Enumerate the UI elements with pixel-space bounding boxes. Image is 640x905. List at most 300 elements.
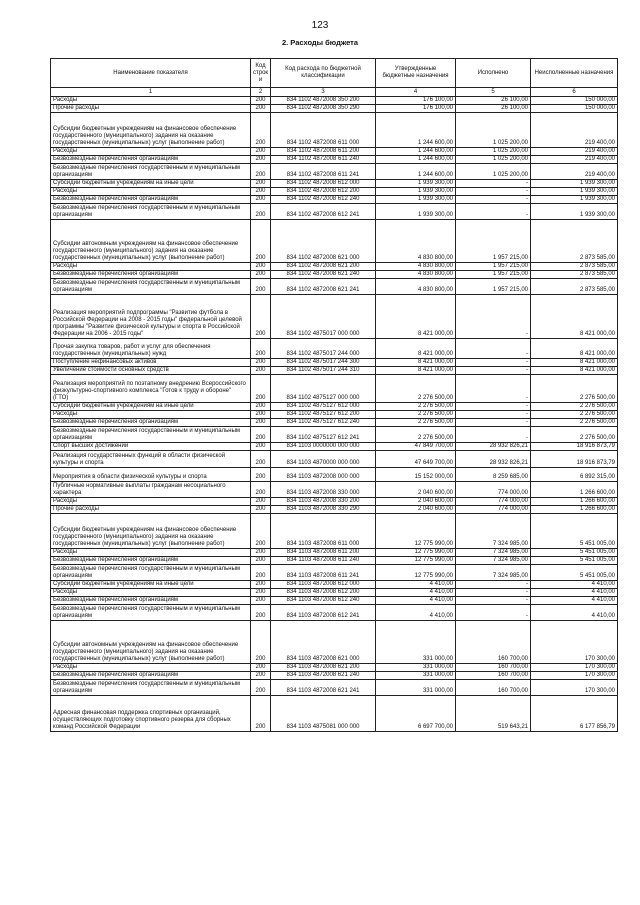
row-code-cell: 200: [251, 419, 271, 427]
row-name-cell: Безвозмездные перечисления государственным и муниципальным организациям: [51, 680, 251, 696]
row-unexecuted-cell: 4 410,00: [531, 597, 618, 605]
row-code-cell: 200: [251, 263, 271, 271]
column-number: 3: [271, 88, 376, 97]
budget-expenses-table: [50, 58, 618, 732]
row-approved-cell: 176 100,00: [376, 105, 456, 113]
row-approved-cell: 2 276 500,00: [376, 427, 456, 443]
header-executed: Исполнено: [456, 59, 531, 88]
row-name-cell: Безвозмездные перечисления государственным и муниципальным организациям: [51, 565, 251, 581]
row-code-cell: 200: [251, 514, 271, 549]
row-approved-cell: 47 849 700,00: [376, 443, 456, 451]
page-number: 123: [311, 20, 329, 31]
row-code-cell: 200: [251, 411, 271, 419]
row-code-cell: 200: [251, 506, 271, 514]
table-row: [51, 664, 618, 672]
row-unexecuted-cell: 2 276 500,00: [531, 375, 618, 403]
row-unexecuted-cell: 150 000,00: [531, 105, 618, 113]
row-kbk-cell: 834 1103 4872008 330 200: [271, 498, 376, 506]
row-approved-cell: 15 152 000,00: [376, 468, 456, 482]
row-code-cell: 200: [251, 403, 271, 411]
row-approved-cell: 2 276 500,00: [376, 375, 456, 403]
row-unexecuted-cell: 2 873 585,00: [531, 271, 618, 279]
row-kbk-cell: 834 1103 4872008 611 241: [271, 565, 376, 581]
row-approved-cell: 176 100,00: [376, 97, 456, 105]
row-code-cell: 200: [251, 427, 271, 443]
row-kbk-cell: 834 1103 4872008 621 241: [271, 680, 376, 696]
row-approved-cell: 331 000,00: [376, 621, 456, 664]
row-executed-cell: 8 259 685,00: [456, 468, 531, 482]
row-name-cell: Прочая закупка товаров, работ и услуг для обеспечения государственных (муниципальных) нужд: [51, 339, 251, 359]
row-kbk-cell: 834 1102 4875127 612 200: [271, 411, 376, 419]
row-unexecuted-cell: 4 410,00: [531, 581, 618, 589]
row-approved-cell: 2 040 600,00: [376, 482, 456, 498]
row-approved-cell: 4 830 800,00: [376, 263, 456, 271]
row-approved-cell: 8 421 000,00: [376, 339, 456, 359]
row-executed-cell: 1 025 200,00: [456, 113, 531, 148]
row-name-cell: Расходы: [51, 498, 251, 506]
row-executed-cell: -: [456, 419, 531, 427]
table-row: [51, 367, 618, 375]
row-approved-cell: 331 000,00: [376, 664, 456, 672]
row-code-cell: 200: [251, 113, 271, 148]
row-unexecuted-cell: 2 276 500,00: [531, 411, 618, 419]
row-code-cell: 200: [251, 359, 271, 367]
row-code-cell: 200: [251, 196, 271, 204]
row-name-cell: Спорт высших достижений: [51, 443, 251, 451]
row-approved-cell: 4 830 800,00: [376, 279, 456, 295]
row-approved-cell: 4 830 800,00: [376, 220, 456, 263]
column-number-row: [51, 88, 618, 97]
row-kbk-cell: 834 1102 4872008 611 241: [271, 164, 376, 180]
row-approved-cell: 12 775 990,00: [376, 565, 456, 581]
row-unexecuted-cell: 2 873 585,00: [531, 220, 618, 263]
row-unexecuted-cell: 170 300,00: [531, 680, 618, 696]
row-unexecuted-cell: 8 421 000,00: [531, 359, 618, 367]
table-row: [51, 482, 618, 498]
row-name-cell: Безвозмездные перечисления организациям: [51, 597, 251, 605]
row-executed-cell: -: [456, 204, 531, 220]
row-executed-cell: 160 700,00: [456, 680, 531, 696]
row-code-cell: 200: [251, 557, 271, 565]
row-code-cell: 200: [251, 279, 271, 295]
row-unexecuted-cell: 219 400,00: [531, 156, 618, 164]
row-code-cell: 200: [251, 188, 271, 196]
row-executed-cell: 774 000,00: [456, 506, 531, 514]
row-code-cell: 200: [251, 180, 271, 188]
table-row: [51, 443, 618, 451]
row-executed-cell: 160 700,00: [456, 621, 531, 664]
row-code-cell: 200: [251, 375, 271, 403]
row-unexecuted-cell: 2 873 585,00: [531, 279, 618, 295]
row-name-cell: Расходы: [51, 97, 251, 105]
table-row: [51, 375, 618, 403]
table-row: [51, 589, 618, 597]
row-kbk-cell: 834 1103 4872008 612 000: [271, 581, 376, 589]
row-executed-cell: 7 324 985,00: [456, 557, 531, 565]
row-executed-cell: -: [456, 411, 531, 419]
row-code-cell: 200: [251, 482, 271, 498]
row-code-cell: 200: [251, 680, 271, 696]
row-approved-cell: 2 276 500,00: [376, 411, 456, 419]
row-unexecuted-cell: 150 000,00: [531, 97, 618, 105]
table-row: [51, 295, 618, 339]
table-header-row: [51, 59, 618, 88]
row-unexecuted-cell: 1 939 300,00: [531, 180, 618, 188]
row-name-cell: Безвозмездные перечисления организациям: [51, 156, 251, 164]
row-executed-cell: 519 643,21: [456, 696, 531, 732]
header-kbk: Код расхода по бюджетной классификации: [271, 59, 376, 88]
row-unexecuted-cell: 1 939 300,00: [531, 188, 618, 196]
row-executed-cell: 1 957 215,00: [456, 271, 531, 279]
row-unexecuted-cell: 170 300,00: [531, 664, 618, 672]
table-row: [51, 196, 618, 204]
row-approved-cell: 331 000,00: [376, 680, 456, 696]
row-kbk-cell: 834 1103 4872008 611 000: [271, 514, 376, 549]
row-code-cell: 200: [251, 696, 271, 732]
row-kbk-cell: 834 1103 4872008 612 200: [271, 589, 376, 597]
row-executed-cell: -: [456, 196, 531, 204]
row-kbk-cell: 834 1102 4872008 612 241: [271, 204, 376, 220]
row-executed-cell: 1 025 200,00: [456, 148, 531, 156]
row-unexecuted-cell: 1 266 600,00: [531, 498, 618, 506]
row-name-cell: Расходы: [51, 263, 251, 271]
row-name-cell: Расходы: [51, 188, 251, 196]
row-approved-cell: 4 410,00: [376, 597, 456, 605]
table-row: [51, 105, 618, 113]
row-approved-cell: 4 410,00: [376, 589, 456, 597]
row-code-cell: 200: [251, 97, 271, 105]
row-name-cell: Адресная финансовая поддержка спортивных организаций, осуществляющих подготовку спортивного резерва для сборных команд Российской Федерации: [51, 696, 251, 732]
table-row: [51, 506, 618, 514]
table-row: [51, 188, 618, 196]
table-row: [51, 597, 618, 605]
row-kbk-cell: 834 1103 4872008 330 000: [271, 482, 376, 498]
row-code-cell: 200: [251, 451, 271, 468]
row-name-cell: Поступление нефинансовых активов: [51, 359, 251, 367]
column-number: 6: [531, 88, 618, 97]
row-name-cell: Расходы: [51, 549, 251, 557]
row-executed-cell: -: [456, 367, 531, 375]
row-kbk-cell: 834 1102 4872008 621 240: [271, 271, 376, 279]
row-name-cell: Безвозмездные перечисления государственным и муниципальным организациям: [51, 427, 251, 443]
row-executed-cell: 1 025 200,00: [456, 156, 531, 164]
column-number: 1: [51, 88, 251, 97]
row-unexecuted-cell: 5 451 005,00: [531, 565, 618, 581]
row-approved-cell: 12 775 990,00: [376, 549, 456, 557]
table-row: [51, 97, 618, 105]
row-unexecuted-cell: 18 916 873,79: [531, 451, 618, 468]
row-name-cell: Прочие расходы: [51, 105, 251, 113]
table-row: [51, 498, 618, 506]
row-code-cell: 200: [251, 672, 271, 680]
row-name-cell: Безвозмездные перечисления государственным и муниципальным организациям: [51, 204, 251, 220]
row-approved-cell: 1 939 300,00: [376, 180, 456, 188]
row-approved-cell: 4 830 800,00: [376, 271, 456, 279]
row-unexecuted-cell: 5 451 005,00: [531, 557, 618, 565]
row-code-cell: 200: [251, 148, 271, 156]
row-executed-cell: 1 957 215,00: [456, 263, 531, 271]
table-row: [51, 468, 618, 482]
row-code-cell: 200: [251, 164, 271, 180]
table-row: [51, 451, 618, 468]
row-code-cell: 200: [251, 498, 271, 506]
row-kbk-cell: 834 1103 4875081 000 000: [271, 696, 376, 732]
row-unexecuted-cell: 219 400,00: [531, 113, 618, 148]
row-unexecuted-cell: 2 276 500,00: [531, 403, 618, 411]
row-name-cell: Безвозмездные перечисления организациям: [51, 557, 251, 565]
row-name-cell: Субсидии автономным учреждениям на финансовое обеспечение государственного (муниципального) задания на оказание государственных (муниципальных) услуг (выполнение работ): [51, 621, 251, 664]
row-unexecuted-cell: 2 873 585,00: [531, 263, 618, 271]
header-name: Наименование показателя: [51, 59, 251, 88]
row-unexecuted-cell: 1 266 600,00: [531, 482, 618, 498]
row-executed-cell: -: [456, 403, 531, 411]
row-kbk-cell: 834 1102 4872008 611 240: [271, 156, 376, 164]
row-approved-cell: 12 775 990,00: [376, 514, 456, 549]
row-kbk-cell: 834 1102 4872008 350 200: [271, 97, 376, 105]
row-code-cell: 200: [251, 549, 271, 557]
row-unexecuted-cell: 6 892 315,00: [531, 468, 618, 482]
row-approved-cell: 1 244 600,00: [376, 156, 456, 164]
row-executed-cell: 7 324 985,00: [456, 565, 531, 581]
row-name-cell: Мероприятия в области физической культуры и спорта: [51, 468, 251, 482]
row-executed-cell: -: [456, 180, 531, 188]
table-row: [51, 220, 618, 263]
table-row: [51, 263, 618, 271]
row-executed-cell: 7 324 985,00: [456, 514, 531, 549]
table-row: [51, 279, 618, 295]
row-code-cell: 200: [251, 565, 271, 581]
row-unexecuted-cell: 2 276 500,00: [531, 427, 618, 443]
column-number: 5: [456, 88, 531, 97]
row-executed-cell: 774 000,00: [456, 498, 531, 506]
table-row: [51, 419, 618, 427]
table-row: [51, 514, 618, 549]
row-approved-cell: 1 244 600,00: [376, 164, 456, 180]
header-unexecuted: Неисполненные назначения: [531, 59, 618, 88]
row-approved-cell: 1 939 300,00: [376, 204, 456, 220]
row-code-cell: 200: [251, 204, 271, 220]
table-row: [51, 549, 618, 557]
row-executed-cell: 28 932 826,21: [456, 443, 531, 451]
row-name-cell: Безвозмездные перечисления организациям: [51, 196, 251, 204]
row-name-cell: Расходы: [51, 589, 251, 597]
row-kbk-cell: 834 1103 0000000 000 000: [271, 443, 376, 451]
table-row: [51, 359, 618, 367]
row-name-cell: Реализация мероприятий по поэтапному внедрению Всероссийского физкультурно-спортивного комплекса "Готов к труду и обороне" (ГТО): [51, 375, 251, 403]
row-code-cell: 200: [251, 220, 271, 263]
row-unexecuted-cell: 1 939 300,00: [531, 204, 618, 220]
row-name-cell: Субсидии автономным учреждениям на финансовое обеспечение государственного (муниципального) задания на оказание государственных (муниципальных) услуг (выполнение работ): [51, 220, 251, 263]
row-kbk-cell: 834 1102 4875127 612 000: [271, 403, 376, 411]
row-executed-cell: -: [456, 427, 531, 443]
row-approved-cell: 2 040 600,00: [376, 506, 456, 514]
row-unexecuted-cell: 2 276 500,00: [531, 419, 618, 427]
row-kbk-cell: 834 1103 4872008 330 290: [271, 506, 376, 514]
row-kbk-cell: 834 1102 4875127 000 000: [271, 375, 376, 403]
section-title: 2. Расходы бюджета: [281, 38, 359, 47]
table-row: [51, 672, 618, 680]
row-approved-cell: 6 697 700,00: [376, 696, 456, 732]
table-row: [51, 403, 618, 411]
row-name-cell: Реализация государственных функций в области физической культуры и спорта: [51, 451, 251, 468]
row-unexecuted-cell: 18 916 873,79: [531, 443, 618, 451]
row-name-cell: Безвозмездные перечисления организациям: [51, 419, 251, 427]
row-approved-cell: 12 775 990,00: [376, 557, 456, 565]
row-unexecuted-cell: 219 400,00: [531, 148, 618, 156]
row-code-cell: 200: [251, 367, 271, 375]
row-approved-cell: 2 276 500,00: [376, 403, 456, 411]
row-unexecuted-cell: 1 266 600,00: [531, 506, 618, 514]
column-number: 4: [376, 88, 456, 97]
row-code-cell: 200: [251, 105, 271, 113]
row-kbk-cell: 834 1102 4872008 611 000: [271, 113, 376, 148]
row-name-cell: Расходы: [51, 411, 251, 419]
row-unexecuted-cell: 219 400,00: [531, 164, 618, 180]
table-row: [51, 148, 618, 156]
row-kbk-cell: 834 1102 4872008 350 290: [271, 105, 376, 113]
table-row: [51, 557, 618, 565]
row-name-cell: Безвозмездные перечисления организациям: [51, 672, 251, 680]
row-approved-cell: 2 276 500,00: [376, 419, 456, 427]
table-row: [51, 113, 618, 148]
row-unexecuted-cell: 1 939 300,00: [531, 196, 618, 204]
row-executed-cell: 160 700,00: [456, 672, 531, 680]
row-code-cell: 200: [251, 295, 271, 339]
row-executed-cell: 26 100,00: [456, 97, 531, 105]
row-name-cell: Прочие расходы: [51, 506, 251, 514]
row-name-cell: Безвозмездные перечисления государственным и муниципальным организациям: [51, 164, 251, 180]
header-approved: Утвержденные бюджетные назначения: [376, 59, 456, 88]
row-approved-cell: 8 421 000,00: [376, 367, 456, 375]
row-executed-cell: -: [456, 597, 531, 605]
table-row: [51, 164, 618, 180]
row-executed-cell: 26 100,00: [456, 105, 531, 113]
row-name-cell: Безвозмездные перечисления государственным и муниципальным организациям: [51, 279, 251, 295]
row-kbk-cell: 834 1103 4872008 611 200: [271, 549, 376, 557]
table-row: [51, 565, 618, 581]
row-code-cell: 200: [251, 581, 271, 589]
row-approved-cell: 1 244 600,00: [376, 113, 456, 148]
row-unexecuted-cell: 8 421 000,00: [531, 295, 618, 339]
table-row: [51, 180, 618, 188]
row-name-cell: Субсидии бюджетным учреждениям на иные цели: [51, 180, 251, 188]
table-row: [51, 411, 618, 419]
row-code-cell: 200: [251, 605, 271, 621]
row-unexecuted-cell: 5 451 005,00: [531, 514, 618, 549]
row-code-cell: 200: [251, 468, 271, 482]
row-approved-cell: 4 410,00: [376, 581, 456, 589]
row-executed-cell: 1 957 215,00: [456, 220, 531, 263]
row-unexecuted-cell: 6 177 856,79: [531, 696, 618, 732]
row-kbk-cell: 834 1102 4872008 621 200: [271, 263, 376, 271]
row-name-cell: Безвозмездные перечисления государственным и муниципальным организациям: [51, 605, 251, 621]
row-executed-cell: -: [456, 375, 531, 403]
row-unexecuted-cell: 8 421 000,00: [531, 367, 618, 375]
row-kbk-cell: 834 1103 4872008 612 241: [271, 605, 376, 621]
row-executed-cell: -: [456, 359, 531, 367]
row-executed-cell: 7 324 985,00: [456, 549, 531, 557]
row-unexecuted-cell: 170 300,00: [531, 672, 618, 680]
row-kbk-cell: 834 1102 4875017 000 000: [271, 295, 376, 339]
row-kbk-cell: 834 1103 4872008 000 000: [271, 468, 376, 482]
row-name-cell: Субсидии бюджетным учреждениям на иные цели: [51, 403, 251, 411]
row-name-cell: Субсидии бюджетным учреждениям на финансовое обеспечение государственного (муниципального) задания на оказание государственных (муниципальных) услуг (выполнение работ): [51, 514, 251, 549]
row-approved-cell: 4 410,00: [376, 605, 456, 621]
row-unexecuted-cell: 4 410,00: [531, 589, 618, 597]
row-executed-cell: -: [456, 188, 531, 196]
row-code-cell: 200: [251, 664, 271, 672]
row-approved-cell: 2 040 600,00: [376, 498, 456, 506]
header-code: Код строк и: [251, 59, 271, 88]
row-name-cell: Публичные нормативные выплаты гражданам несоциального характера: [51, 482, 251, 498]
row-executed-cell: -: [456, 581, 531, 589]
row-kbk-cell: 834 1102 4872008 611 200: [271, 148, 376, 156]
row-executed-cell: 1 025 200,00: [456, 164, 531, 180]
row-kbk-cell: 834 1102 4872008 612 000: [271, 180, 376, 188]
row-executed-cell: 160 700,00: [456, 664, 531, 672]
row-kbk-cell: 834 1103 4872008 621 000: [271, 621, 376, 664]
row-approved-cell: 8 421 000,00: [376, 295, 456, 339]
row-executed-cell: 28 932 826,21: [456, 451, 531, 468]
table-row: [51, 156, 618, 164]
table-row: [51, 339, 618, 359]
row-kbk-cell: 834 1103 4870000 000 000: [271, 451, 376, 468]
table-row: [51, 605, 618, 621]
row-kbk-cell: 834 1102 4875127 612 241: [271, 427, 376, 443]
row-kbk-cell: 834 1103 4872008 612 240: [271, 597, 376, 605]
row-kbk-cell: 834 1102 4875017 244 000: [271, 339, 376, 359]
row-executed-cell: -: [456, 339, 531, 359]
row-code-cell: 200: [251, 339, 271, 359]
row-kbk-cell: 834 1103 4872008 621 200: [271, 664, 376, 672]
row-name-cell: Реализация мероприятий подпрограммы "Развитие футбола в Российской Федерации на 2008 - 2015 годы" федеральной целевой программы "Развитие физической культуры и спорта в Российской Федерации на 2006 - 2015 годы": [51, 295, 251, 339]
row-kbk-cell: 834 1102 4875017 244 310: [271, 367, 376, 375]
row-kbk-cell: 834 1102 4872008 612 240: [271, 196, 376, 204]
row-kbk-cell: 834 1102 4875017 244 300: [271, 359, 376, 367]
row-executed-cell: -: [456, 605, 531, 621]
row-approved-cell: 1 939 300,00: [376, 188, 456, 196]
row-unexecuted-cell: 170 300,00: [531, 621, 618, 664]
row-executed-cell: -: [456, 295, 531, 339]
table-row: [51, 680, 618, 696]
row-code-cell: 200: [251, 589, 271, 597]
row-unexecuted-cell: 5 451 005,00: [531, 549, 618, 557]
column-number: 2: [251, 88, 271, 97]
row-code-cell: 200: [251, 621, 271, 664]
row-unexecuted-cell: 8 421 000,00: [531, 339, 618, 359]
table-row: [51, 427, 618, 443]
row-approved-cell: 331 000,00: [376, 672, 456, 680]
row-kbk-cell: 834 1102 4872008 612 200: [271, 188, 376, 196]
table-row: [51, 696, 618, 732]
table-row: [51, 581, 618, 589]
row-code-cell: 200: [251, 156, 271, 164]
row-approved-cell: 1 244 600,00: [376, 148, 456, 156]
row-name-cell: Расходы: [51, 148, 251, 156]
table-row: [51, 621, 618, 664]
row-executed-cell: -: [456, 589, 531, 597]
row-name-cell: Субсидии бюджетным учреждениям на финансовое обеспечение государственного (муниципального) задания на оказание государственных (муниципальных) услуг (выполнение работ): [51, 113, 251, 148]
row-kbk-cell: 834 1102 4872008 621 000: [271, 220, 376, 263]
row-name-cell: Безвозмездные перечисления организациям: [51, 271, 251, 279]
table-row: [51, 204, 618, 220]
table-row: [51, 271, 618, 279]
row-kbk-cell: 834 1102 4872008 621 241: [271, 279, 376, 295]
row-kbk-cell: 834 1102 4875127 612 240: [271, 419, 376, 427]
row-kbk-cell: 834 1103 4872008 621 240: [271, 672, 376, 680]
row-executed-cell: 774 000,00: [456, 482, 531, 498]
row-executed-cell: 1 957 215,00: [456, 279, 531, 295]
